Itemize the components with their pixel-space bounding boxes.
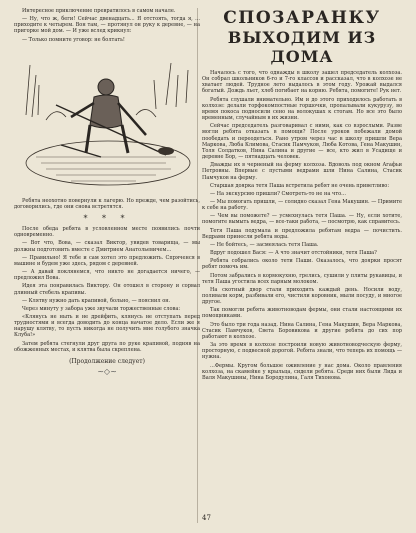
paragraph: — Вот что, Вова, — сказал Виктор, увидев товарища, — мы должны подготовить вместе с Дмитрием Анатольевичем... [14, 240, 200, 253]
paragraph: — Чем вы поможете? — усмехнулась тетя Паша. — Ну, если хотите, помогите вымыть ведра, — все-таки работа, — посмотрю, как справитесь. [202, 213, 402, 226]
article-subtitle: ВЫХОДИМ ИЗ ДОМА [227, 28, 377, 66]
continued-note: (Продолжение следует) [69, 357, 145, 365]
page-number: 47 [202, 514, 211, 522]
paragraph: — А давай поклянемся, что никто не догадается ничего, — предложил Вова. [14, 269, 200, 282]
paragraph: Сейчас председатель разговаривал с ними, как со взрослыми. Разве могли ребята отказать в помощи? После уроков побежали домой пообедать и переодеться. Рано утром через час в школу пришли Вера Маркова, Люба Климова, Стасик Памчуков, Люба Котова, Гена Макушин, Толя Солдатков, Нина Салина и другие — все, кто жил в Усадище и деревне Бор, — пятнадцать человек. [202, 123, 402, 161]
paragraph: — Только помните уговор: не болтать! [22, 36, 125, 43]
ornament: ~◇~ [97, 367, 117, 377]
paragraph: — Ну, что ж, беги! Сейчас двенадцать... Я отстоять, тогда я, ... приходите к четырем. Вон там, — протянул он руку к деревне, — на пригорке мой дом. — И уже вслед крикнул: [14, 16, 200, 35]
article-title: СПОЗАРАНКУ [223, 8, 381, 28]
paragraph: «Клянусь не ныть и не дрейфить, клянусь не отступать перед трудностями и всегда доводить до конца начатое дело. Если же я нарушу клятву, то пусть никогда не получить мне голубого значка Клуба!» [14, 313, 200, 339]
paragraph: — Мы помогать пришли, — солидно сказал Гена Макушин. — Примите к себе на работу. [202, 198, 402, 212]
paragraph: Затем ребята стегнули друг друга по руке крапивой, подняв на обожженных местах, и клятва была скреплена. [14, 340, 200, 353]
paragraph: Началось с того, что однажды в школу зашел председатель колхоза. Он собрал школьников 6-го и 7-го классов и рассказал, что в колхозе не хватает людей. Трудное лето выдалось в этом году. Урожай выдался богатый. Дождь льет, хлеб погибает на корню. Ребята, помогите! Рук нет. [202, 70, 402, 95]
paragraph: Интересное приключение превратилось в самом начале. [22, 8, 176, 14]
paragraph: Ребята неохотно повернули к лагерю. Но прежде, чем разойтись, договорились, где они снова встретятся. [14, 197, 200, 210]
section-break: * * * [83, 214, 131, 224]
paragraph: На скотный двор стали приходить каждый день. Носили воду, поливали корм, разбивали его, чистили коровник, мыли посуду, и многое другое. [202, 286, 402, 306]
paragraph: Ребята собрались около тети Паши. Оказалось, что доярки просят ребят помочь им. [202, 258, 402, 271]
paragraph: — Клятву нужно дать крапивой, больно, — пояснил он. [22, 297, 171, 304]
paragraph: — Правильно! Я тебе и сам хотел это предложить. Спряченся в машине и будем уже здесь, рядом с деревней. [14, 254, 200, 267]
paragraph: Дважды их в черненый на ферму колхоза. Вдоволь под окном Агафьи Петровны. Впервые с пустыми ведрами шли Нина Салина, Стасик Памчуков на ферму. [202, 162, 402, 181]
left-column [14, 8, 200, 376]
paragraph: Это было три года назад. Нина Салина, Гена Макушин, Вера Маркова, Стасик Памчуков, Света Боровикова и другие ребята до сих пор работают в колхозе. [202, 321, 402, 340]
paragraph: Через минуту у забора уже звучали торжественные слова: [22, 305, 181, 312]
paragraph: За это время в колхозе построили новую животноводческую ферму, просторную, с подвесной дорогой. Ребята знали, что теперь их помощь — нужна. [202, 342, 402, 361]
paragraph: ...Фермы. Кругом большое оживление у нас дома. Около правления колхоза, на скамейке у крыльца, сидели ребята. Среди них были Лида и Валя Макушины, Нина Бородулина, Галя Тихонова. [202, 362, 402, 381]
paragraph: Потом забрались в кормокухню, грелись, сушили у плиты рукавицы, и тетя Паша угостила всех парным молоком. [202, 272, 402, 285]
paragraph: Тетя Паша подумала и предложила ребятам ведра — почистить. Ведрами принесли ребята воды. [202, 227, 402, 240]
paragraph: — На экскурсию пришли? Смотреть-то не на что... [210, 190, 346, 197]
paragraph: После обеда ребята в условленном месте появились почти одновременно. [14, 226, 200, 239]
swamp-illustration [16, 45, 200, 195]
paragraph: Так помогли ребята животноводам фермы, они стали настоящими их помощниками. [202, 307, 402, 320]
paragraph: Идея эта понравилась Виктору. Он отошел в сторону и сорвал длинный стебель крапивы. [14, 283, 200, 296]
paragraph: — Не бойтесь, — засмеялась тетя Паша. [210, 241, 319, 248]
paragraph: Вдруг подошел Вася: — А что значит отстойники, тетя Паша? [210, 250, 377, 257]
paragraph: Ребята слушали внимательно. Им и до этого приходилось работать в колхозе: делали торфокомпостные горшочки, пропалывали кукурузу, во время покоса подносили сено на волокушах к стогам. Но все это было временным, случайным в их жизни. [202, 96, 402, 122]
right-column [202, 8, 402, 383]
paragraph: Старшая доярка тетя Паша встретила ребят не очень приветливо: [210, 182, 390, 189]
